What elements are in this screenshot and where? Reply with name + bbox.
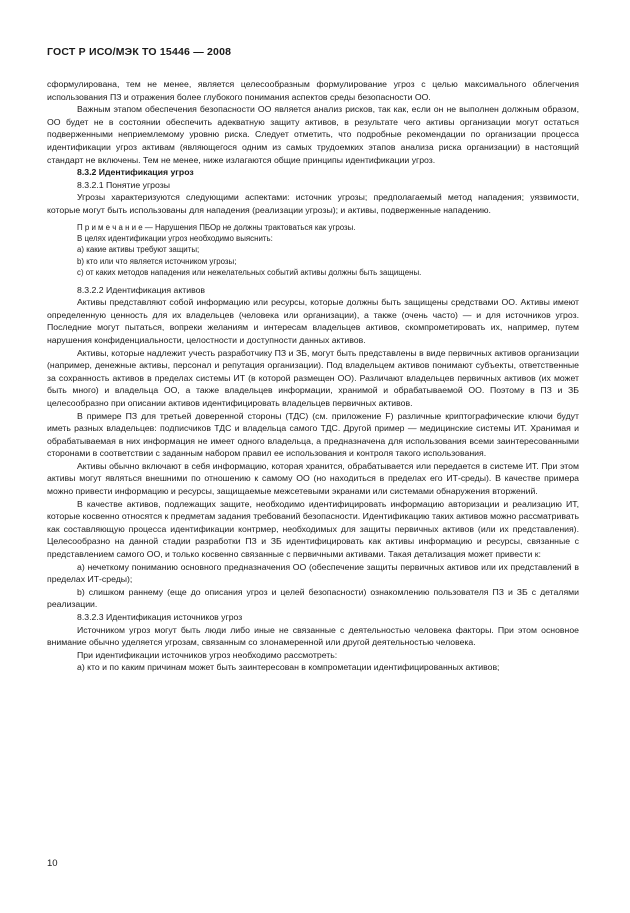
list-item: b) кто или что является источником угрозы; — [77, 256, 237, 266]
paragraph: Важным этапом обеспечения безопасности ОО является анализ рисков, так как, если он не выполнен должным образом, ОО будет не в состоянии обеспечить адекватную защиту активов, в результате чего активы организации могут остаться подверженными неприемлемому уровню риска. Следует отметить, что подробные рекомендации по организации процесса идентификации угроз активам (являющегося одним из самых трудоемких этапов анализа риска организации) в настоящий стандарт не включены. Тем не менее, ниже излагаются общие принципы идентификации угроз. — [47, 104, 579, 165]
subsection-heading: 8.3.2.3 Идентификация источников угроз — [77, 612, 243, 622]
list-item: с) от каких методов нападения или нежелательных событий активы должны быть защищены. — [77, 268, 422, 278]
paragraph: сформулирована, тем не менее, является целесообразным формулирование угроз с целью максимального облегчения использования ПЗ и отражения более глубокого понимания аспектов среды безопасности ОО. — [47, 79, 579, 102]
subsection-heading: 8.3.2.1 Понятие угрозы — [77, 179, 170, 190]
paragraph: В качестве активов, подлежащих защите, необходимо идентифицировать информацию авторизации и реализацию ИТ, которые косвенно относятся к предметам задания требований безопасности. Идентификацию таких активов можно рассматривать как составляющую процесса идентификации контрмер, необходимых для защиты первичных активов (или их представления). Целесообразно на данной стадии разработки ПЗ и ЗБ идентифицировать как активы информацию и ресурсы, связанные с представлением самого ОО, и только косвенно связанные с первичными активами. Такая детализация может привести к: — [47, 498, 579, 560]
subsection-heading: 8.3.2.2 Идентификация активов — [77, 284, 206, 295]
note: П р и м е ч а н и е — Нарушения ПБОр не должны трактоваться как угрозы. — [77, 222, 356, 232]
paragraph: Угрозы характеризуются следующими аспектами: источник угрозы; предполагаемый метод нападения; уязвимости, которые могут быть использованы для нападения (реализации угрозы); и активы, подверженные нападению. — [47, 192, 579, 215]
paragraph: Активы, которые надлежит учесть разработчику ПЗ и ЗБ, могут быть представлены в виде первичных активов организации (например, денежные активы, персонал и репутация организации). Под владельцем активов понимают субъекты, ответственные за сохранность активов в пределах системы ИТ (в которой размещен ОО). Различают владельцев первичных активов (их может быть много) и владельца ОО, а также владельцев информации, хранимой и обрабатываемой ОО. Поэтому в ПЗ и ЗБ целесообразно при описании активов идентифицировать владельцев первичных активов. — [47, 347, 579, 408]
list-item: а) нечеткому пониманию основного предназначения ОО (обеспечение защиты первичных активов или их представлений в пределах ИТ-среды); — [47, 561, 579, 585]
list-item: b) слишком раннему (еще до описания угроз и целей безопасности) ознакомлению пользователя ПЗ и ЗБ с деталями реализации. — [47, 586, 579, 610]
paragraph: При идентификации источников угроз необходимо рассмотреть: — [77, 649, 338, 660]
list-item: а) кто и по каким причинам может быть заинтересован в компрометации идентифицированных активов; — [77, 662, 500, 673]
document-body — [47, 78, 579, 674]
list-item: а) какие активы требуют защиты; — [77, 245, 200, 255]
section-heading: 8.3.2 Идентификация угроз — [77, 167, 194, 178]
page-header: ГОСТ Р ИСО/МЭК ТО 15446 — 2008 — [47, 46, 232, 58]
note-text: В целях идентификации угроз необходимо выяснить: — [77, 233, 273, 243]
paragraph: Активы обычно включают в себя информацию, которая хранится, обрабатывается или передается в системе ИТ. При этом активы могут являться внешними по отношению к самому ОО (но находиться в пределах его ИТ-среды). В качестве примера можно привести информацию и ресурсы, защищаемые межсетевыми экранами или системами обнаружения вторжений. — [47, 460, 579, 497]
paragraph: В примере ПЗ для третьей доверенной стороны (ТДС) (см. приложение F) различные криптографические ключи будут иметь разных владельцев: подписчиков ТДС и владельца самого ТДС. Другой пример — медицинские системы ИТ. Хранимая и обрабатываемая в них информация не имеет одного владельца, а предназначена для использования всеми заинтересованными сторонами в соответствии с заданным набором правил ее использования и контроля такого использования. — [47, 410, 579, 459]
page-number: 10 — [47, 858, 58, 869]
paragraph: Источником угроз могут быть люди либо иные не связанные с деятельностью человека факторы. При этом основное внимание обычно уделяется угрозам, связанным со злонамеренной или другой деятельностью человека. — [47, 624, 579, 648]
paragraph: Активы представляют собой информацию или ресурсы, которые должны быть защищены средствами ОО. Активы имеют определенную ценность для их владельцев (человека или организации), а также (очень часто) — и для источников угроз. Последние могут пытаться, вопреки желаниям и интересам владельцев активов, скомпрометировать их, например, путем нарушения конфиденциальности, целостности и доступности данных активов. — [47, 297, 579, 345]
